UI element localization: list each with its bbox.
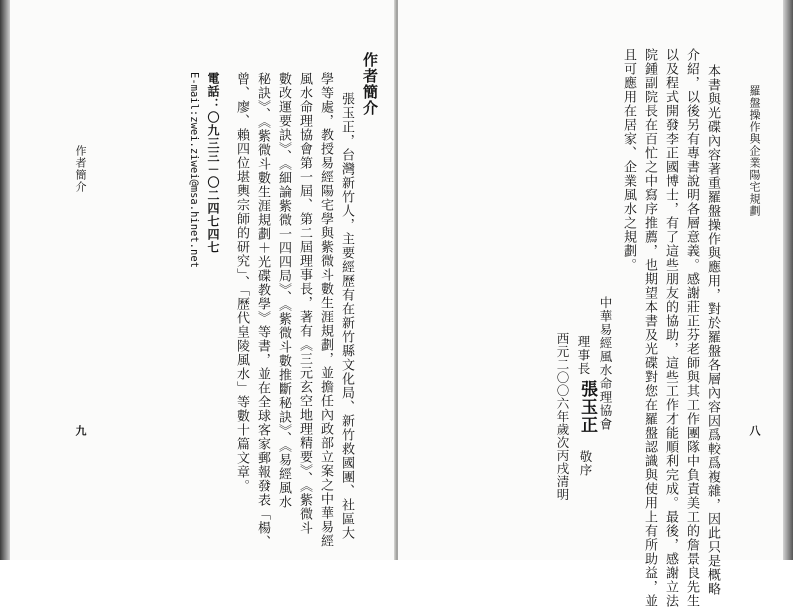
preface-line-1: 本書與光碟內容著重羅盤操作與應用，對於羅盤各層內容因爲較爲複雜，因此只是概略 [705, 64, 720, 596]
bio-line-6: 曾、廖、賴四位堪輿宗師的研究」、「歷代皇陵風水」等數十篇文章。 [234, 72, 249, 493]
signature-suffix: 敬序 [578, 450, 593, 477]
running-head-right: 羅盤操作與企業陽宅規劃 [748, 85, 761, 217]
bio-line-4: 數改運要訣》、《細論紫微一四四局》、《紫微斗數推斷秘訣》、《易經風水 [276, 72, 291, 509]
preface-line-4: 院鍾副院長在百忙之中寫序推薦，也期望本書及光碟對您在羅盤認識與使用上有所助益，並 [642, 48, 657, 608]
signature-title: 理事長 [576, 335, 591, 376]
bio-line-5: 秘訣》、《紫微斗數生涯規劃＋光碟教學》等書，並在全球客家郵報發表「楊、 [255, 72, 270, 549]
signature-date: 西元二〇〇六年歲次丙戌清明 [555, 332, 570, 501]
phone-number: 電話：〇九三三－〇二四七四七 [206, 72, 220, 254]
bio-line-3: 風水命理協會第一屆、第二屆理事長，著有《三元玄空地理精要》、《紫微斗 [297, 72, 312, 535]
section-heading: 作者簡介 [361, 52, 379, 116]
preface-line-3: 以及程式開發李正國博士，有了這些朋友的協助，這些工作才能順利完成。最後，感謝立法 [663, 48, 678, 608]
page-number-right: 八 [748, 425, 761, 437]
bio-line-2: 學等處，教授易經陽宅學與紫微斗數生涯規劃，並擔任內政部立案之中華易經 [318, 72, 333, 548]
email-address: E-mail:zwei.ziwei@msa.hinet.net [188, 72, 200, 268]
bio-line-1: 張玉正，台灣新竹人，主要經歷有在新竹縣文化局、新竹救國團、社區大 [339, 92, 354, 540]
right-page [398, 0, 783, 608]
preface-line-2: 介紹，以後另有專書說明各層意義。感謝莊正芬老師與其工作團隊中負責美工的詹景良先生 [684, 48, 699, 608]
running-head-left: 作者簡介 [74, 145, 87, 193]
left-page [10, 0, 396, 560]
signature-name: 張玉正 [577, 380, 597, 434]
preface-line-5: 且可應用在居家、企業風水之規劃。 [621, 48, 636, 272]
right-page-edge-shadow [783, 0, 793, 560]
page-number-left: 九 [74, 425, 87, 437]
left-page-edge-shadow [0, 0, 10, 560]
signature-organization: 中華易經風水命理協會 [598, 296, 613, 431]
